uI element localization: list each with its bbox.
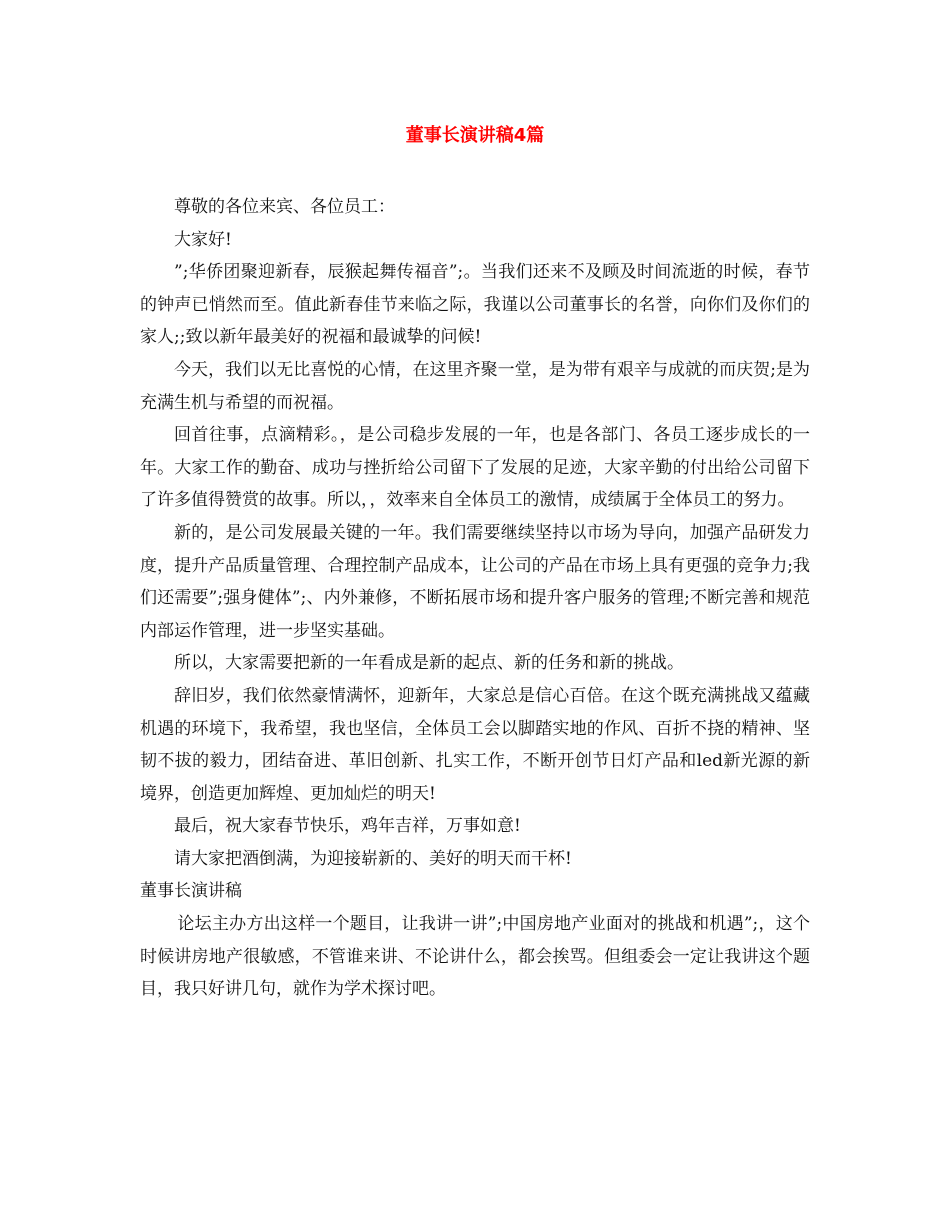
paragraph: 请大家把酒倒满，为迎接崭新的、美好的明天而干杯! xyxy=(174,848,572,869)
paragraph: 今天，我们以无比喜悦的心情，在这里齐聚一堂，是为带有艰辛与成就的而庆贺;是为充满生机与希望的而祝福。 xyxy=(140,359,810,413)
paragraph: 回首往事，点滴精彩。，是公司稳步发展的一年，也是各部门、各员工逐步成长的一年。大家工作的勤奋、成功与挫折给公司留下了发展的足迹，大家辛勤的付出给公司留下了许多值得赞赏的故事。所以，，效率来自全体员工的激情，成绩属于全体员工的努力。 xyxy=(140,425,810,511)
paragraph: ”;华侨团聚迎新春，辰猴起舞传福音”;。当我们还来不及顾及时间流逝的时候，春节的钟声已悄然而至。值此新春佳节来临之际，我谨以公司董事长的名誉，向你们及你们的家人;;致以新年最美好的祝福和最诚挚的问候! xyxy=(140,262,810,348)
salutation: 尊敬的各位来宾、各位员工： xyxy=(174,197,395,217)
document-title: 董事长演讲稿4篇 xyxy=(405,125,545,146)
paragraph: 新的，是公司发展最关键的一年。我们需要继续坚持以市场为导向，加强产品研发力度，提升产品质量管理、合理控制产品成本，让公司的产品在市场上具有更强的竞争力;我们还需要”;强身健体”;、内外兼修，不断拓展市场和提升客户服务的管理;不断完善和规范内部运作管理，进一步坚实基础。 xyxy=(140,522,810,641)
section-heading: 董事长演讲稿 xyxy=(140,881,242,902)
paragraph: 论坛主办方出这样一个题目，让我讲一讲”;中国房地产业面对的挑战和机遇”;，这个时候讲房地产很敏感，不管谁来讲、不论讲什么，都会挨骂。但组委会一定让我讲这个题目，我只好讲几句，就作为学术探讨吧。 xyxy=(140,914,810,1000)
document-body xyxy=(140,191,810,1006)
paragraph: 辞旧岁，我们依然豪情满怀，迎新年，大家总是信心百倍。在这个既充满挑战又蕴藏机遇的环境下，我希望，我也坚信，全体员工会以脚踏实地的作风、百折不挠的精神、坚韧不拔的毅力，团结奋进、革旧创新、扎实工作，不断开创节日灯产品和led新光源的新境界，创造更加辉煌、更加灿烂的明天! xyxy=(140,685,810,804)
paragraph: 最后，祝大家春节快乐，鸡年吉祥，万事如意! xyxy=(174,816,521,837)
greeting: 大家好! xyxy=(174,229,232,250)
paragraph: 所以，大家需要把新的一年看成是新的起点、新的任务和新的挑战。 xyxy=(174,653,684,674)
